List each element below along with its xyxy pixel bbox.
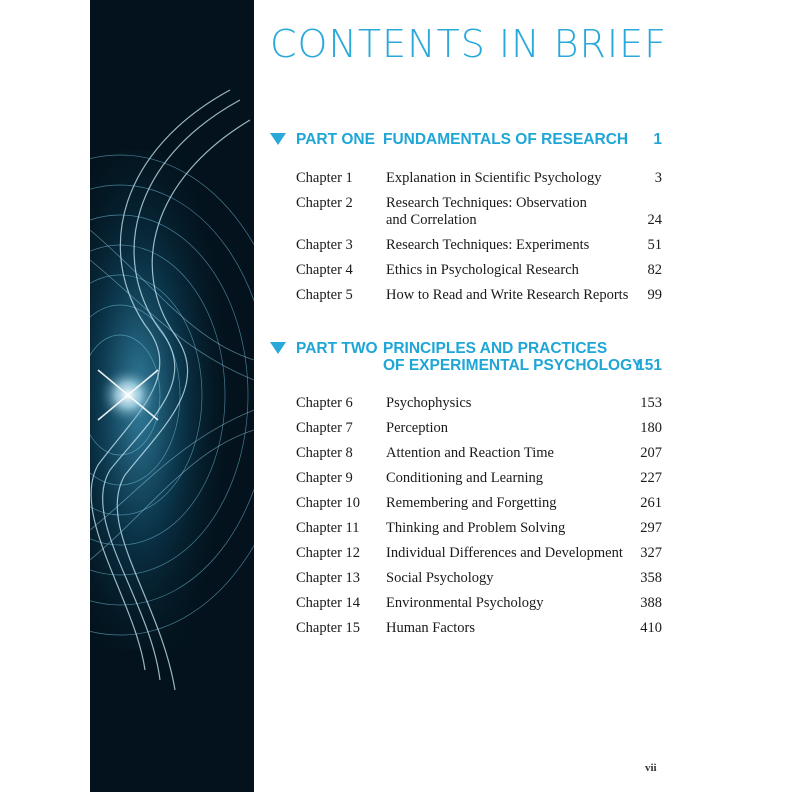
chapter-page: 388 [640, 595, 662, 611]
chapter-title: Psychophysics [386, 395, 472, 411]
chapter-row [296, 445, 662, 470]
chapter-list-part-one [296, 170, 662, 312]
part-title: FUNDAMENTALS OF RESEARCH [383, 131, 629, 148]
chapter-title: Attention and Reaction Time [386, 445, 554, 461]
chapter-row [296, 170, 662, 195]
part-title-line-2: OF EXPERIMENTAL PSYCHOLOGY [383, 357, 643, 374]
chapter-title: Individual Differences and Development [386, 545, 623, 561]
chapter-number: Chapter 1 [296, 170, 353, 186]
chapter-number: Chapter 10 [296, 495, 361, 511]
chapter-page: 82 [647, 262, 662, 278]
chapter-number: Chapter 4 [296, 262, 353, 278]
chapter-title: Research Techniques: Experiments [386, 237, 590, 253]
chapter-number: Chapter 3 [296, 237, 353, 253]
chapter-number: Chapter 14 [296, 595, 361, 611]
chapter-title: Research Techniques: Observation and Correlation [386, 195, 587, 228]
chapter-row [296, 495, 662, 520]
chapter-row [296, 395, 662, 420]
chapter-number: Chapter 12 [296, 545, 361, 561]
chapter-row [296, 595, 662, 620]
chapter-row [296, 195, 662, 237]
chapter-page: 207 [640, 445, 662, 461]
chapter-row [296, 545, 662, 570]
chapter-page: 180 [640, 420, 662, 436]
chapter-number: Chapter 5 [296, 287, 353, 303]
page-folio: vii [645, 762, 657, 774]
chapter-page: 99 [647, 287, 662, 303]
chapter-page: 3 [654, 170, 662, 186]
chapter-page: 358 [640, 570, 662, 586]
chapter-page: 410 [640, 620, 662, 636]
chapter-row [296, 570, 662, 595]
chapter-title: How to Read and Write Research Reports [386, 287, 629, 303]
chapter-page: 261 [640, 495, 662, 511]
chapter-number: Chapter 8 [296, 445, 353, 461]
chapter-row [296, 262, 662, 287]
chapter-number: Chapter 2 [296, 195, 353, 211]
chapter-title: Explanation in Scientific Psychology [386, 170, 602, 186]
chapter-row [296, 620, 662, 645]
part-page: 1 [653, 131, 662, 148]
chapter-page: 297 [640, 520, 662, 536]
chapter-number: Chapter 11 [296, 520, 360, 536]
chapter-number: Chapter 7 [296, 420, 353, 436]
chapter-title: Remembering and Forgetting [386, 495, 557, 511]
chapter-page: 327 [640, 545, 662, 561]
decorative-side-image [90, 0, 254, 792]
chapter-page: 24 [647, 212, 662, 228]
part-label: PART TWO [296, 340, 378, 357]
chapter-title: Thinking and Problem Solving [386, 520, 566, 536]
chapter-row [296, 420, 662, 445]
page-title: CONTENTS IN BRIEF [270, 22, 667, 66]
part-title-line-1: PRINCIPLES AND PRACTICES [383, 340, 608, 357]
chapter-number: Chapter 15 [296, 620, 361, 636]
chapter-number: Chapter 6 [296, 395, 353, 411]
triangle-down-icon [270, 342, 286, 354]
chapter-title: Conditioning and Learning [386, 470, 544, 486]
chapter-title: Social Psychology [386, 570, 494, 586]
chapter-row [296, 470, 662, 495]
chapter-title: Ethics in Psychological Research [386, 262, 579, 278]
light-wave-art [90, 0, 254, 792]
chapter-page: 227 [640, 470, 662, 486]
chapter-row [296, 287, 662, 312]
part-heading-one [270, 131, 662, 148]
chapter-row [296, 520, 662, 545]
chapter-page: 51 [647, 237, 662, 253]
chapter-number: Chapter 9 [296, 470, 353, 486]
chapter-row [296, 237, 662, 262]
chapter-number: Chapter 13 [296, 570, 361, 586]
triangle-down-icon [270, 133, 286, 145]
part-page: 151 [636, 357, 662, 374]
chapter-title: Environmental Psychology [386, 595, 544, 611]
part-heading-two [270, 340, 662, 374]
chapter-title: Human Factors [386, 620, 475, 636]
part-label: PART ONE [296, 131, 375, 148]
chapter-page: 153 [640, 395, 662, 411]
chapter-list-part-two [296, 395, 662, 645]
chapter-title: Perception [386, 420, 449, 436]
